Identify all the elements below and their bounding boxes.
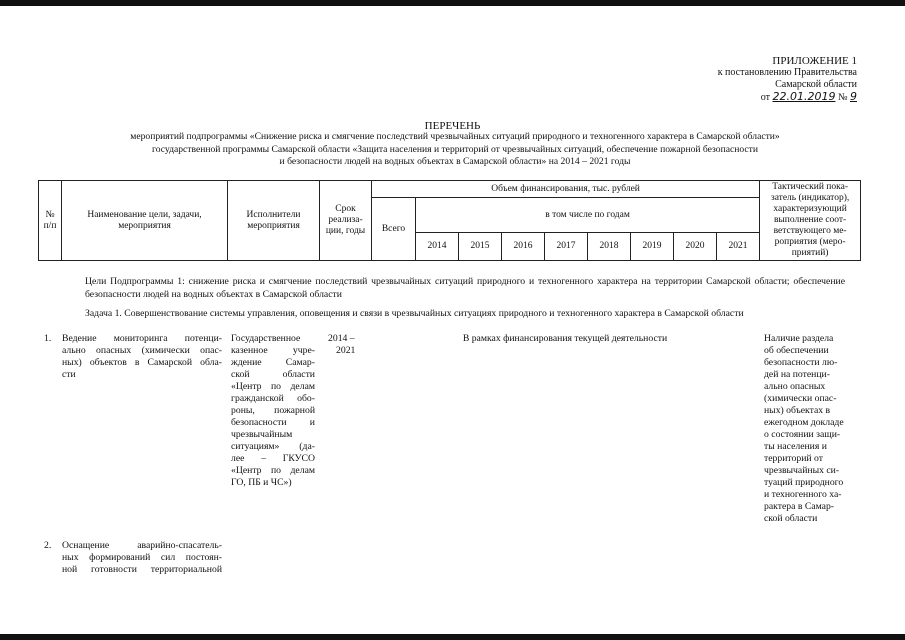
row-executor-line: «Центр по делам: [231, 381, 315, 392]
scan-border-top: [0, 0, 905, 6]
row-executor-line: ской области: [231, 369, 315, 380]
header-indicator: Тактический пока-затель (индикатор), характеризующий выполнение соот-ветствующего ме-роприятия (меро-приятий): [760, 181, 861, 261]
row-executor-line: безопасности и: [231, 417, 315, 428]
goals-text: Цели Подпрограммы 1: снижение риска и смягчение последствий чрезвычайных ситуаций природного и техногенного характера на территории Самарской области; обеспечение безопасности людей на водных объектах в Самарской области: [85, 276, 845, 300]
number-label: №: [837, 92, 848, 103]
task-text: Задача 1. Совершенствование системы управления, оповещения и связи в чрезвычайных ситуациях природного и техногенного характера в Самарской области: [85, 308, 744, 319]
row-executor-line: роны, пожарной: [231, 405, 315, 416]
header-year: 2016: [502, 233, 545, 261]
row-indicator-line: (химически опас-: [764, 393, 837, 404]
appendix-line-1: к постановлению Правительства: [717, 67, 857, 78]
row-executor-line: ситуациям» (да-: [231, 441, 315, 452]
header-total: Всего: [372, 198, 416, 261]
header-year: 2021: [717, 233, 760, 261]
row-name-line: ных формирований сил постоян-: [62, 552, 222, 563]
subtitle-line: мероприятий подпрограммы «Снижение риска и смягчение последствий чрезвычайных ситуаций природного и техногенного характера в Самарской области»: [130, 131, 780, 142]
header-year: 2018: [588, 233, 631, 261]
row-executor-line: «Центр по делам: [231, 465, 315, 476]
handwritten-number: 9: [850, 90, 857, 103]
header-funding: Объем финансирования, тыс. рублей: [372, 181, 760, 198]
appendix-block: [718, 55, 857, 104]
header-year: 2015: [459, 233, 502, 261]
row-indicator-line: ской области: [764, 513, 818, 524]
appendix-date-line: [718, 91, 857, 104]
row-indicator-line: ежегодном докладе: [764, 417, 844, 428]
row-executor: [231, 333, 315, 489]
row-number: 2.: [44, 540, 52, 551]
row-executor-line: ГО, ПБ и ЧС»): [231, 477, 292, 488]
subtitle-line: и безопасности людей на водных объектах в Самарской области» на 2014 – 2021 годы: [279, 156, 631, 167]
row-indicator-line: ально опасных: [764, 381, 826, 392]
row-name-line: Ведение мониторинга потенци-: [62, 333, 222, 344]
row-funding: В рамках финансирования текущей деятельности: [462, 333, 668, 344]
row-indicator-line: ных) объектах в: [764, 405, 831, 416]
row-indicator-line: о состоянии защи-: [764, 429, 841, 440]
row-name-line: ально опасных (химически опас-: [62, 345, 222, 356]
row-executor-line: казенное учре-: [231, 345, 315, 356]
appendix-title: ПРИЛОЖЕНИЕ 1: [772, 55, 857, 67]
row-executor-line: чрезвычайным: [231, 429, 293, 440]
header-year: 2014: [416, 233, 459, 261]
row-term: [328, 333, 372, 357]
header-by-years: в том числе по годам: [416, 198, 760, 233]
row-indicator-line: чрезвычайных си-: [764, 465, 840, 476]
list-subtitle: [60, 131, 850, 169]
header-num: № п/п: [39, 181, 62, 261]
row-name: [62, 333, 222, 381]
row-executor-line: ждение Самар-: [231, 357, 315, 368]
header-year: 2019: [631, 233, 674, 261]
row-indicator-line: ты населения и: [764, 441, 827, 452]
row-indicator-line: территорий от: [764, 453, 823, 464]
row-indicator-line: туаций природного: [764, 477, 844, 488]
handwritten-date: 22.01.2019: [772, 90, 836, 103]
date-prefix: от: [760, 92, 770, 103]
row-number: 1.: [44, 333, 52, 344]
header-term: Срок реализа-ции, годы: [320, 181, 372, 261]
row-term-line: 2021: [336, 345, 356, 356]
list-title: ПЕРЕЧЕНЬ: [424, 120, 481, 132]
row-indicator-line: безопасности лю-: [764, 357, 838, 368]
row-name-line: Оснащение аварийно-спасатель-: [62, 540, 222, 551]
row-executor-line: лее – ГКУСО: [231, 453, 315, 464]
appendix-line-2: Самарской области: [775, 79, 857, 90]
row-name-line: сти: [62, 369, 76, 380]
row-indicator-line: рактера в Самар-: [764, 501, 835, 512]
row-name-line: ных) объектов в Самарской обла-: [62, 357, 222, 368]
row-executor-line: гражданской обо-: [231, 393, 315, 404]
header-name: Наименование цели, задачи, мероприятия: [62, 181, 228, 261]
row-term-line: 2014 –: [328, 333, 355, 344]
header-table: [38, 180, 861, 261]
row-indicator-line: и техногенного ха-: [764, 489, 842, 500]
row-executor-line: Государственное: [231, 333, 301, 344]
scan-border-bottom: [0, 634, 905, 640]
header-executors: Исполнители мероприятия: [228, 181, 320, 261]
header-year: 2020: [674, 233, 717, 261]
row-name: [62, 540, 222, 576]
row-indicator-line: Наличие раздела: [764, 333, 834, 344]
row-indicator-line: дей на потенци-: [764, 369, 830, 380]
header-year: 2017: [545, 233, 588, 261]
row-indicator-line: об обеспечении: [764, 345, 829, 356]
row-indicator: [764, 333, 860, 525]
row-name-line: ной готовности территориальной: [62, 564, 222, 575]
subtitle-line: государственной программы Самарской области «Защита населения и территорий от чрезвычайных ситуаций, обеспечение пожарной безопасности: [152, 143, 758, 155]
